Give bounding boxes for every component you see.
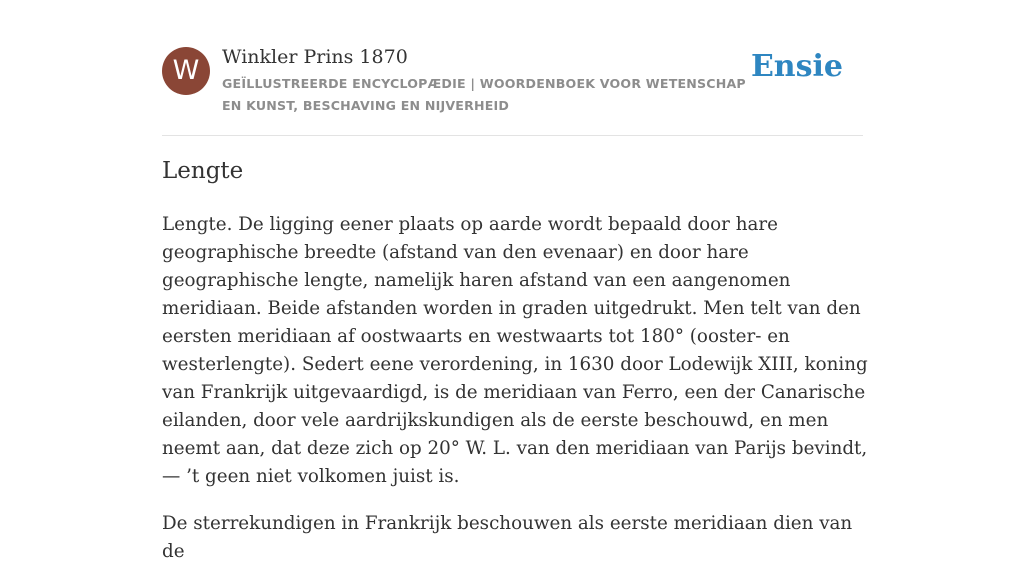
header-divider xyxy=(162,135,863,136)
source-subtitle: GEÏLLUSTREERDE ENCYCLOPÆDIE | WOORDENBOEK VOOR WETENSCHAP EN KUNST, BESCHAVING EN NIJVERHEID xyxy=(222,76,746,113)
ensie-logo[interactable]: Ensie xyxy=(750,49,843,84)
source-title[interactable]: Winkler Prins 1870 xyxy=(222,46,408,68)
entry-paragraph: Lengte. De ligging eener plaats op aarde wordt bepaald door hare geographische breedte (afstand van den evenaar) en door hare geographische lengte, namelijk haren afstand van een aangenomen meridiaan. Beide afstanden worden in graden uitgedrukt. Men telt van den eersten meridiaan af oostwaarts en westwaarts tot 180° (ooster- en westerlengte). Sedert eene verordening, in 1630 door Lodewijk XIII, koning van Frankrijk uitgevaardigd, is de meridiaan van Ferro, een der Canarische eilanden, door vele aardrijkskundigen als de eerste beschouwd, en men neemt aan, dat deze zich op 20° W. L. van den meridiaan van Parijs bevindt, — ’t geen niet volkomen juist is. xyxy=(162,214,868,487)
source-avatar[interactable]: W xyxy=(162,47,210,95)
entry-body xyxy=(162,211,868,585)
entry-title: Lengte xyxy=(162,158,244,184)
source-header xyxy=(162,44,862,136)
entry-paragraph: De sterrekundigen in Frankrijk beschouwen als eerste meridiaan dien van de xyxy=(162,513,853,562)
